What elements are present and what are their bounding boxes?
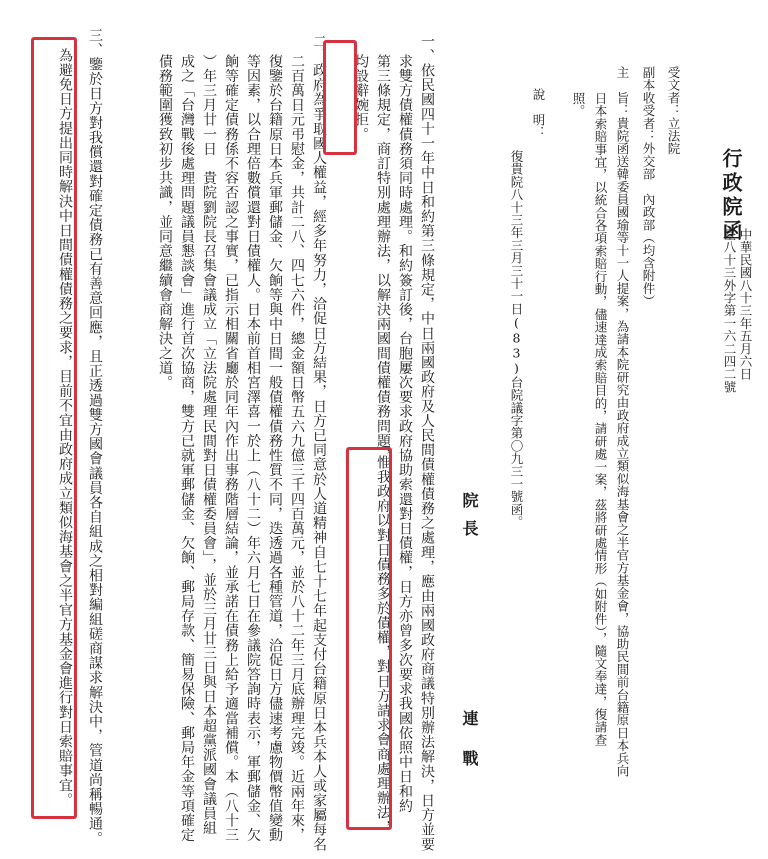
para2-line-7: 成之「台灣戰後處理問題議員懇談會」進行首次協商，雙方已就軍郵儲金、欠餉、郵局存款、簡易保險、郵局年金等項確定 xyxy=(179,54,195,843)
para2-line-2: 二百萬日元弔慰金，共計二八、四七六件，總金額日幣五六九億三千四百萬元，並於八十二年三月底辦理完竣。近兩年來， xyxy=(289,54,305,843)
para1-line-1: 一、依民國四十一年中日和約第三條規定，中日兩國政府及人民間債權債務之處理，應由兩國政府商議特別辦法解決，日方並要 xyxy=(419,34,435,852)
highlight-box-conclusion xyxy=(31,37,77,819)
para1-line-2: 求雙方債權債務須同時處理。和約簽訂後，台胞屢次要求政府協助索還對日債權，日方亦曾多次要求我國依照中日和約 xyxy=(397,54,413,814)
para2-line-5: 餉等確定債務係不容否認之事實，已指示相關省廳於同年內作出事務階層結論，並承諾在債務上給予適當補償。本（八十三 xyxy=(223,54,239,843)
para1-line-3a: 第三條規定，商訂特別處理辦法，以解決兩國間債權債務問題， xyxy=(375,54,391,463)
para1-line-3b: 惟我政府以對日債務多於債權，對日方請求會商處理辦法， xyxy=(375,455,391,835)
signature-name: 連 戰 xyxy=(460,710,479,770)
para2-line-8: 債務範圍獲致初步共識，並同意繼續會商解決之道。 xyxy=(157,54,173,390)
explanation-label: 說 明： xyxy=(531,88,546,139)
subject-line-1: 主 旨：貴院函送韓委員國瑜等十一人提案，為請本院研究由政府成立類似海基會之半官方基金會，協助民間前台籍原日本兵向 xyxy=(615,66,630,778)
para2-line-4: 等因素，以合理倍數償還對日債權人。日本前首相宮澤喜一於上（八十二）年六月七日在參議院答詢時表示，軍郵儲金、欠 xyxy=(245,54,261,843)
signature-role: 院長 xyxy=(460,492,479,548)
subject-line-2: 日本索賠事宜，以統合各項索賠行動，儘速達成索賠目的，請研處一案，茲將研處情形（如附件），隨文奉達，復請查 xyxy=(593,92,608,747)
document-title: 行政院函 xyxy=(719,148,743,244)
highlight-box-refusal xyxy=(323,40,357,155)
copy-recipients: 副本收受者：外交部 內政部（均含附件） xyxy=(641,66,656,308)
subject-line-3: 照。 xyxy=(571,92,586,118)
issue-date: 中華民國八十三年五月六日 xyxy=(738,228,753,381)
para2-line-6: ）年三月廿一日 貴院劉院長召集會議成立「立法院處理民間對日債權委員會」，並於三月廿三日與日本超黨派國會議員組 xyxy=(201,54,217,836)
main-recipient: 受文者：立法院 xyxy=(666,66,681,155)
para2-line-3: 復鑒於台籍原日本兵軍郵儲金、欠餉等與中日間一般債權債務性質不同，迭透過各種管道，洽促日方儘速考慮物價幣值變動 xyxy=(267,54,283,843)
para2-line-1: 二、政府為爭取國人權益，經多年努力，洽促日方結果，日方已同意於人道精神自七十七年起支付台籍原日本兵本人或家屬每名 xyxy=(311,34,327,852)
para1-line-4: 均設辭婉拒。 xyxy=(353,54,369,142)
para3-line-2: 為避免日方提出同時解決中日間債權債務之要求，目前不宜由政府成立類似海基會之半官方基金會進行對日索賠事宜。 xyxy=(57,48,73,808)
explanation-reference: 復貴院八十三年三月三十一日(83)台院議字第〇九三一號函。 xyxy=(509,150,524,529)
document-number: 臺八十三外字第一六二四二號 xyxy=(722,228,737,394)
para3-line-1: 三、鑒於日方對我償還對確定債務已有善意回應，且正透過雙方國會議員各自組成之相對編組磋商謀求解決中，管道尚稱暢通。 xyxy=(87,28,103,846)
highlight-box-debt-reasoning xyxy=(346,447,392,830)
